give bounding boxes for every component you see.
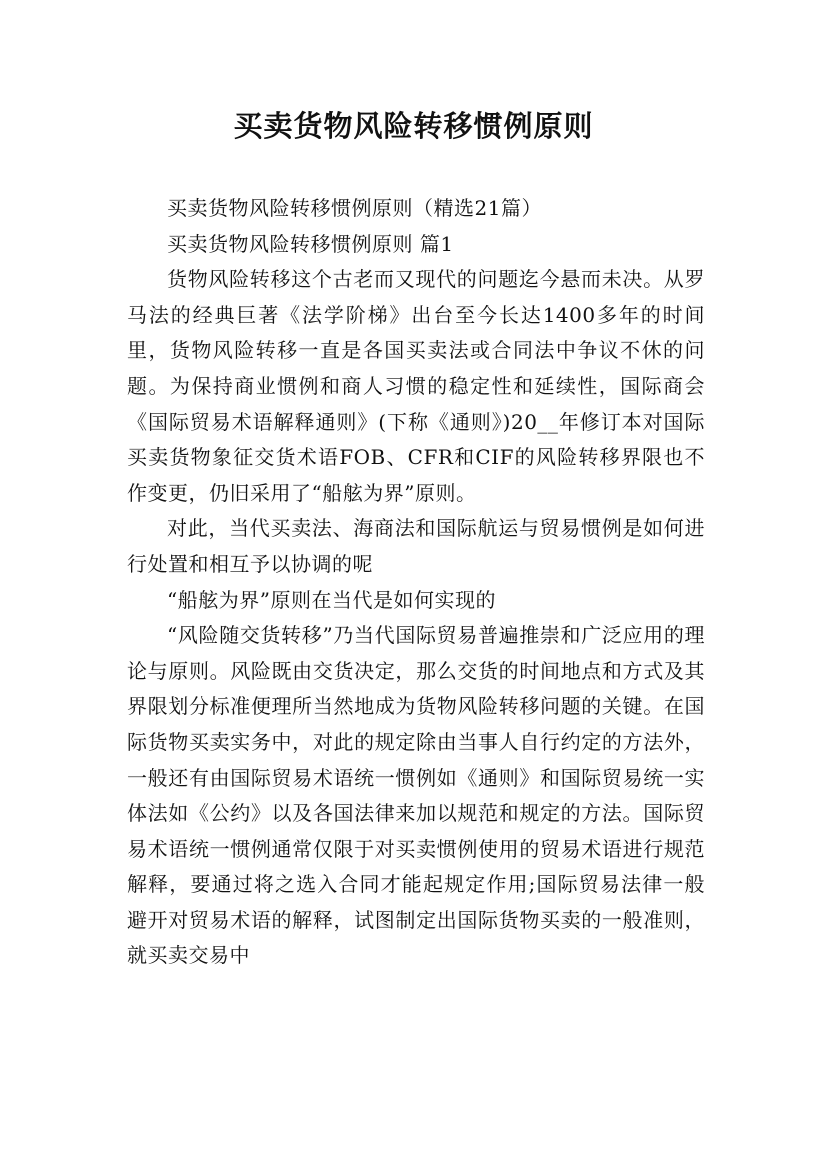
paragraph: “船舷为界”原则在当代是如何实现的 [167,587,496,612]
paragraph-subtitle: 买卖货物风险转移惯例原则（精选21篇） [167,196,542,220]
paragraph: 对此，当代买卖法、海商法和国际航运与贸易惯例是如何进行处置和相互予以协调的呢 [127,516,705,576]
paragraph-section-heading: 买卖货物风险转移惯例原则 篇1 [167,231,454,256]
document-title: 买卖货物风险转移惯例原则 [233,109,594,143]
paragraph: 货物风险转移这个古老而又现代的问题迄今悬而未决。从罗马法的经典巨著《法学阶梯》出台至今长达1400多年的时间里，货物风险转移一直是各国买卖法或合同法中争议不休的问题。为保持商业惯例和商人习惯的稳定性和延续性，国际商会《国际贸易术语解释通则》(下称《通则》)20__年修订本对国际买卖货物象征交货术语FOB、CFR和CIF的风险转移界限也不作变更，仍旧采用了“船舷为界”原则。 [127,267,705,505]
document-body [127,191,705,974]
paragraph: “风险随交货转移”乃当代国际贸易普遍推崇和广泛应用的理论与原则。风险既由交货决定，那么交货的时间地点和方式及其界限划分标准便理所当然地成为货物风险转移问题的关键。在国际货物买卖实务中，对此的规定除由当事人自行约定的方法外，一般还有由国际贸易术语统一惯例如《通则》和国际贸易统一实体法如《公约》以及各国法律来加以规范和规定的方法。国际贸易术语统一惯例通常仅限于对买卖惯例使用的贸易术语进行规范解释，要通过将之选入合同才能起规定作用;国际贸易法律一般避开对贸易术语的解释，试图制定出国际货物买卖的一般准则，就买卖交易中 [127,623,705,968]
